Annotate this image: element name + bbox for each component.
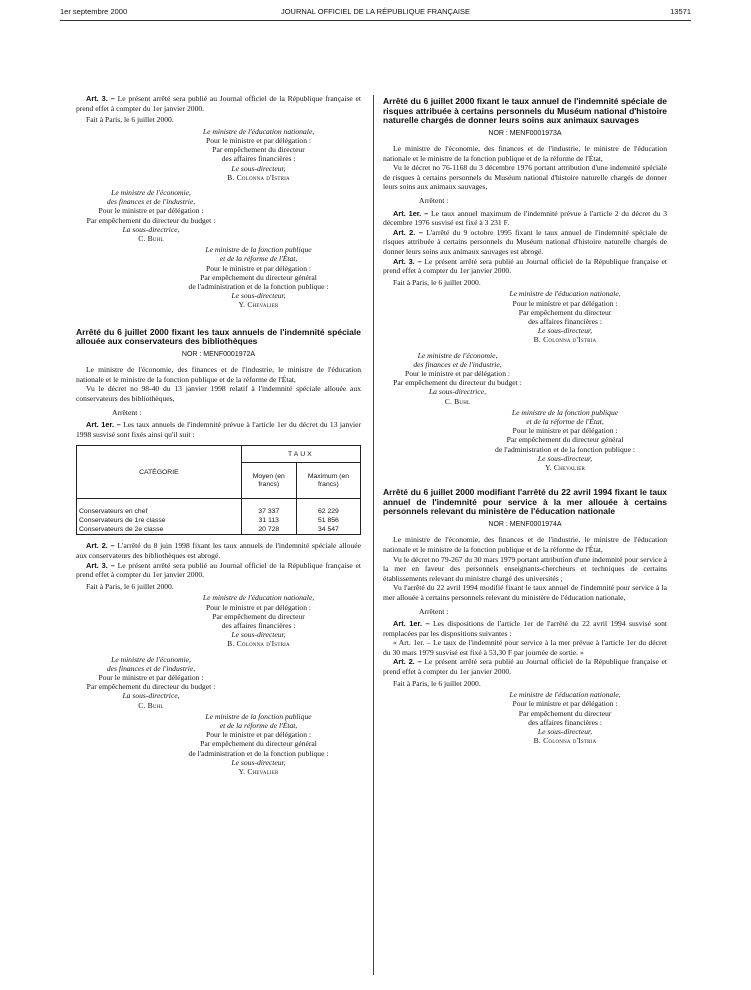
article-3: Art. 3. – Le présent arrêté sera publié au Journal officiel de la République française et prend effet à compter du 1er janvier 2000. bbox=[76, 94, 362, 113]
quoted-article: « Art. 1er. – Le taux de l'indemnité pour service à la mer prévue à l'article 1er du décret du 30 mars 1979 susvisé est fixé à 53,30 F par journée de sortie. » bbox=[383, 638, 667, 657]
decree-title-service-mer: Arrêté du 6 juillet 2000 modifiant l'arrêté du 22 avril 1994 fixant le taux annuel de l'indemnité pour service à la mer allouée à certains personnels relevant du ministère de l'éducation nationale bbox=[383, 487, 667, 517]
signature-block-education-2: Le ministre de l'éducation nationale, Pour le ministre et par délégation : Par empêchement du directeur des affaires financières : Le sous-directeur, B. Colonna d'Istria bbox=[202, 593, 315, 649]
header-date: 1er septembre 2000 bbox=[60, 7, 128, 16]
header-page-number: 13571 bbox=[670, 7, 691, 16]
signature-date: Fait à Paris, le 6 juillet 2000. bbox=[393, 277, 481, 287]
signature-block-economie: Le ministre de l'économie, des finances et de l'industrie, Pour le ministre et par délégation : Par empêchement du directeur du budget : La sous-directrice, C. Buhl bbox=[393, 350, 522, 406]
article-1: Art. 1er. – Les taux annuels de l'indemnité prévue à l'article 1er du décret du 13 janvier 1998 susvisé sont fixés ainsi qu'il suit : bbox=[76, 420, 362, 439]
article-3: Art. 3. – Le présent arrêté sera publié au Journal officiel de la République française et prend effet à compter du 1er janvier 2000. bbox=[383, 256, 667, 276]
header-rule bbox=[60, 20, 691, 21]
signature-block-education-last: Le ministre de l'éducation nationale, Pour le ministre et par délégation : Par empêchement du directeur des affaires financières : Le sous-directeur, B. Colonna d'Istria bbox=[509, 690, 621, 746]
decree-title-museum: Arrêté du 6 juillet 2000 fixant le taux annuel de l'indemnité spéciale de risques attribuée à certains personnels du Muséum national d'histoire naturelle chargés de donner leurs soins aux animaux sauvages bbox=[383, 96, 667, 125]
signature-block-economie-2: Le ministre de l'économie, des finances et de l'industrie, Pour le ministre et par délégation : Par empêchement du directeur du budget : La sous-directrice, C. Buhl bbox=[86, 654, 216, 710]
arretent: Arrêtent : bbox=[112, 407, 142, 417]
signature-block-education: Le ministre de l'éducation nationale, Pour le ministre et par délégation : Par empêchement du directeur des affaires financières : Le sous-directeur, B. Colonna d'Istria bbox=[509, 289, 621, 345]
signature-date-2: Fait à Paris, le 6 juillet 2000. bbox=[86, 581, 174, 591]
arretent: Arrêtent : bbox=[419, 196, 449, 206]
arretent: Arrêtent : bbox=[419, 606, 449, 616]
preamble-vu-2: Vu l'arrêté du 22 avril 1994 modifié fixant le taux annuel de l'indemnité pour service à la mer allouée à certains personnels relevant du ministère de l'éducation nationale, bbox=[383, 583, 667, 602]
signature-block-education: Le ministre de l'éducation nationale, Pour le ministre et par délégation : Par empêchement du directeur des affaires financières : Le sous-directeur, B. Colonna d'Istria bbox=[202, 126, 315, 182]
table-row: Conservateurs de 1re classe 31 113 51 856 bbox=[77, 516, 361, 525]
signature-date: Fait à Paris, le 6 juillet 2000. bbox=[86, 115, 174, 125]
table-header-maximum: Maximum (en francs) bbox=[296, 463, 360, 499]
signature-block-economie: Le ministre de l'économie, des finances et de l'industrie, Pour le ministre et par délégation : Par empêchement du directeur du budget : La sous-directrice, C. Buhl bbox=[86, 188, 216, 244]
table-header-category: CATÉGORIE bbox=[77, 446, 242, 499]
preamble: Le ministre de l'économie, des finances et de l'industrie, le ministre de l'éducation nationale et le ministre de la fonction publique et de la réforme de l'État, bbox=[383, 144, 667, 163]
decree-title-bibliotheques: Arrêté du 6 juillet 2000 fixant les taux annuels de l'indemnité spéciale allouée aux conservateurs des bibliothèques bbox=[76, 326, 361, 347]
right-column bbox=[383, 97, 667, 745]
signature-date-3: Fait à Paris, le 6 juillet 2000. bbox=[393, 678, 481, 688]
running-header bbox=[60, 7, 691, 19]
header-journal: JOURNAL OFFICIEL DE LA RÉPUBLIQUE FRANÇAISE bbox=[280, 7, 471, 16]
article-1: Art. 1er. – Les dispositions de l'article 1er de l'arrêté du 22 avril 1994 susvisé sont remplacées par les dispositions suivantes : bbox=[383, 619, 667, 638]
preamble: Le ministre de l'économie, des finances et de l'industrie, le ministre de l'éducation nationale et le ministre de la fonction publique et de la réforme de l'État, bbox=[76, 365, 361, 384]
table-row: Conservateurs en chef 37 337 62 229 bbox=[77, 507, 361, 516]
preamble-vu: Vu le décret no 76-1168 du 3 décembre 1976 portant attribution d'une indemnité spéciale de risques à certains personnels du Muséum national d'histoire naturelle chargés de donner leurs soins aux animaux sauvages, bbox=[383, 163, 667, 192]
preamble-vu: Vu le décret no 98-40 du 13 janvier 1998 relatif à l'indemnité spéciale allouée aux conservateurs des bibliothèques, bbox=[76, 384, 361, 404]
rates-table bbox=[76, 445, 361, 535]
column-divider bbox=[373, 95, 374, 975]
table-row: Conservateurs de 2e classe 20 728 34 547 bbox=[77, 525, 361, 535]
table-header-moyen: Moyen (en francs) bbox=[241, 463, 296, 499]
preamble: Le ministre de l'économie, des finances et de l'industrie, le ministre de l'éducation nationale et le ministre de la fonction publique et de la réforme de l'État, bbox=[383, 535, 667, 554]
table-header-rates: TAUX bbox=[241, 446, 360, 463]
article-1: Art. 1er. – Le taux annuel maximum de l'indemnité prévue à l'article 2 du décret du 3 décembre 1976 susvisé est fixé à 3 231 F. bbox=[383, 208, 667, 228]
left-column bbox=[76, 94, 361, 776]
article-2: Art. 2. – L'arrêté du 9 octobre 1995 fixant le taux annuel de l'indemnité spéciale de risques attribuée à certains personnels du Muséum national d'histoire naturelle chargés de donner leurs soins aux animaux sauvages est abrogé. bbox=[383, 227, 667, 257]
article-2: Art. 2. – L'arrêté du 8 juin 1998 fixant les taux annuels de l'indemnité spéciale allouée aux conservateurs des bibliothèques est abrogé. bbox=[76, 541, 361, 560]
nor-reference: NOR : MENF0001973A bbox=[488, 129, 562, 137]
signature-block-fonction-publique-2: Le ministre de la fonction publique et de la réforme de l'État, Pour le ministre et par délégation : Par empêchement du directeur général de l'administration et de la fonction publique : Le sous-directeur, Y. Chevalier bbox=[188, 711, 329, 777]
signature-block-fonction-publique: Le ministre de la fonction publique et de la réforme de l'État, Pour le ministre et par délégation : Par empêchement du directeur général de l'administration et de la fonction publique : Le sous-directeur, Y. Chevalier bbox=[495, 407, 635, 473]
article-3b: Art. 3. – Le présent arrêté sera publié au Journal officiel de la République française et prend effet à compter du 1er janvier 2000. bbox=[76, 560, 362, 580]
nor-reference: NOR : MENF0001972A bbox=[181, 350, 256, 358]
preamble-vu-1: Vu le décret no 79-267 du 30 mars 1979 portant attribution d'une indemnité pour service à la mer en faveur des personnels enseignants-chercheurs et techniques de certains établissements relevant du ministre chargé des universités ; bbox=[383, 554, 668, 583]
article-2: Art. 2. – Le présent arrêté sera publié au Journal officiel de la République française et prend effet à compter du 1er janvier 2000. bbox=[383, 657, 667, 677]
nor-reference: NOR : MENF0001974A bbox=[488, 520, 562, 528]
signature-block-fonction-publique: Le ministre de la fonction publique et de la réforme de l'État, Pour le ministre et par délégation : Par empêchement du directeur général de l'administration et de la fonction publique : Le sous-directeur, Y. Chevalier bbox=[188, 245, 329, 310]
